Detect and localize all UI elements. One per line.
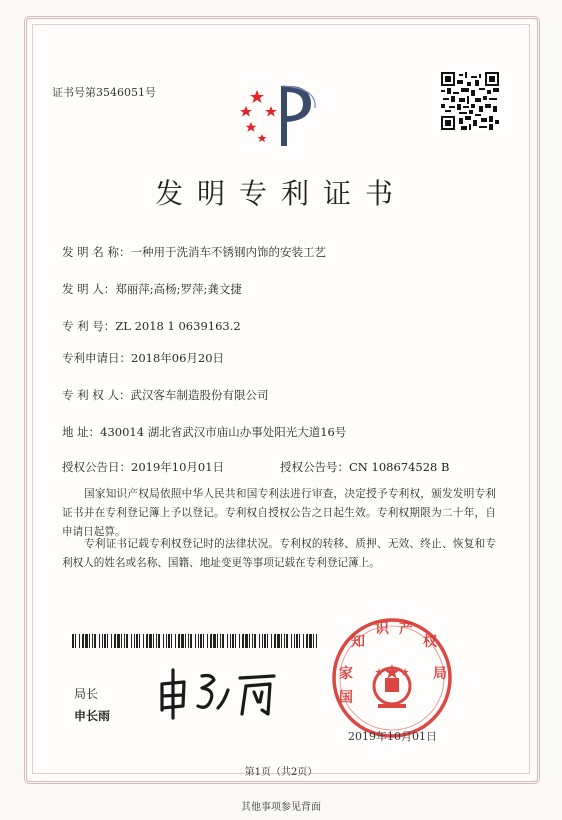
- patent-number-label: 专 利 号：: [62, 319, 116, 333]
- address-row: [62, 424, 346, 440]
- invention-name-row: [62, 244, 326, 260]
- statement-paragraph-1: 国家知识产权局依照中华人民共和国专利法进行审查，决定授予专利权，颁发发明专利证书并在专利登记簿上予以登记。专利权自授权公告之日起生效。专利权期限为二十年，自申请日起算。: [62, 488, 496, 538]
- inventor-row: [62, 281, 242, 297]
- address-label: 地 址：: [62, 425, 101, 439]
- official-seal: [330, 616, 454, 740]
- statement-paragraph-2: 专利证书记载专利权登记时的法律状况。专利权的转移、质押、无效、终止、恢复和专利权人的姓名或名称、国籍、地址变更等事项记载在专利登记簿上。: [62, 538, 496, 569]
- svg-text:权: 权: [423, 634, 437, 650]
- grant-number-row: [280, 459, 449, 475]
- grant-date-label: 授权公告日：: [62, 460, 131, 474]
- patent-number-row: [62, 318, 241, 334]
- grant-date-value: 2019年10月01日: [131, 460, 225, 474]
- svg-text:局: 局: [433, 666, 447, 682]
- director-title: 局长: [74, 687, 99, 701]
- grant-number-label: 授权公告号：: [280, 460, 349, 474]
- patentee-value: 武汉客车制造股份有限公司: [130, 388, 269, 402]
- svg-text:家: 家: [339, 666, 353, 682]
- director-name: 申长雨: [74, 709, 111, 723]
- grant-number-value: CN 108674528 B: [349, 460, 450, 474]
- patentee-label: 专 利 权 人：: [62, 388, 131, 402]
- svg-text:识: 识: [375, 621, 389, 637]
- qr-code-icon: [441, 72, 499, 130]
- address-value: 430014 湖北省武汉市庙山办事处阳光大道16号: [100, 425, 347, 439]
- invention-name-value: 一种用于洗消车不锈钢内饰的安装工艺: [130, 245, 326, 259]
- invention-name-label: 发 明 名 称：: [62, 245, 131, 259]
- barcode-icon: [72, 634, 318, 648]
- svg-text:知: 知: [351, 634, 365, 650]
- patentee-row: [62, 387, 268, 403]
- filing-date-row: [62, 350, 224, 366]
- page-number: 第1页（共2页）: [244, 767, 318, 778]
- document-title: 发明专利证书: [154, 177, 407, 210]
- patent-number-value: ZL 2018 1 0639163.2: [115, 319, 241, 333]
- footer-note: 其他事项参见背面: [241, 802, 321, 813]
- director-block: [74, 683, 110, 727]
- inventor-value: 郑丽萍;高杨;罗萍;龚文捷: [115, 282, 242, 296]
- patent-office-logo-icon: [237, 82, 325, 150]
- certificate-number: 证书号第3546051号: [52, 86, 156, 99]
- grant-date-row: [62, 459, 224, 475]
- svg-text:产: 产: [399, 621, 413, 637]
- director-signature: [150, 662, 280, 720]
- filing-date-label: 专利申请日：: [62, 351, 131, 365]
- seal-date: 2019年10月01日: [348, 730, 437, 743]
- inventor-label: 发 明 人：: [62, 282, 116, 296]
- svg-text:国: 国: [339, 690, 353, 706]
- filing-date-value: 2018年06月20日: [131, 351, 225, 365]
